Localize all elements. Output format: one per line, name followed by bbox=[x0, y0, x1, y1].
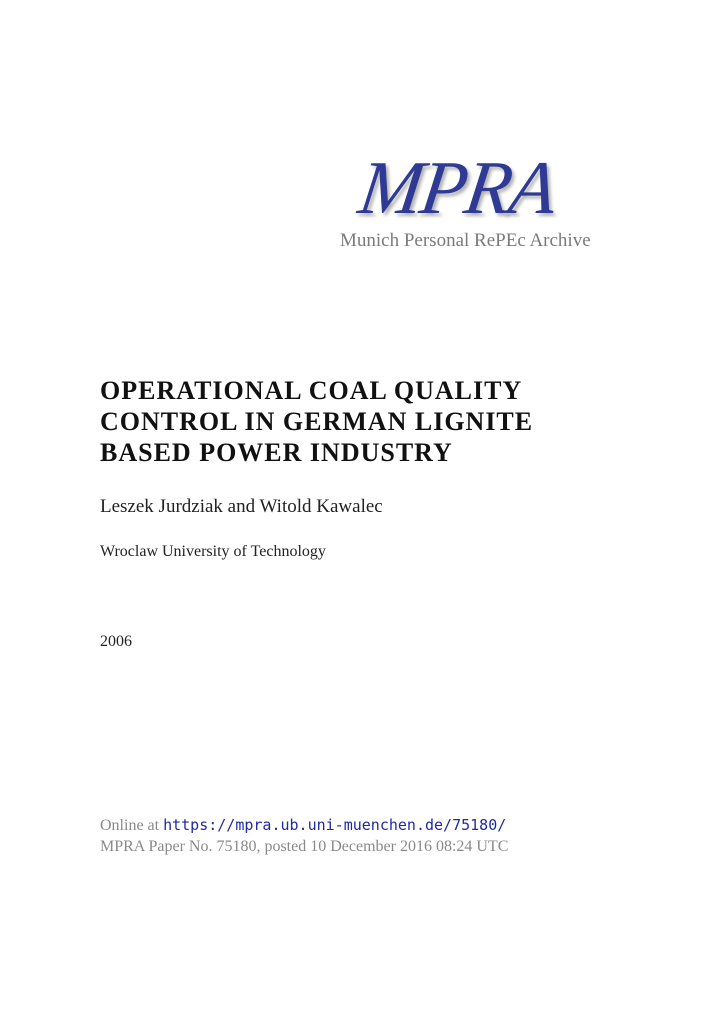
online-line bbox=[100, 816, 506, 835]
mpra-logo bbox=[354, 146, 620, 230]
paper-title bbox=[100, 375, 640, 468]
title-line-1: OPERATIONAL COAL QUALITY bbox=[100, 376, 523, 405]
title-line-2: CONTROL IN GERMAN LIGNITE bbox=[100, 407, 534, 436]
logo-text: MPRA bbox=[354, 146, 561, 230]
archive-name: Munich Personal RePEc Archive bbox=[340, 230, 591, 251]
publication-year: 2006 bbox=[100, 633, 132, 650]
authors: Leszek Jurdziak and Witold Kawalec bbox=[100, 496, 383, 517]
paper-url-link[interactable]: https://mpra.ub.uni-muenchen.de/75180/ bbox=[163, 816, 507, 834]
paper-info: MPRA Paper No. 75180, posted 10 December 2016 08:24 UTC bbox=[100, 838, 509, 855]
affiliation: Wroclaw University of Technology bbox=[100, 543, 326, 560]
online-prefix: Online at bbox=[100, 817, 160, 834]
title-line-3: BASED POWER INDUSTRY bbox=[100, 438, 453, 467]
